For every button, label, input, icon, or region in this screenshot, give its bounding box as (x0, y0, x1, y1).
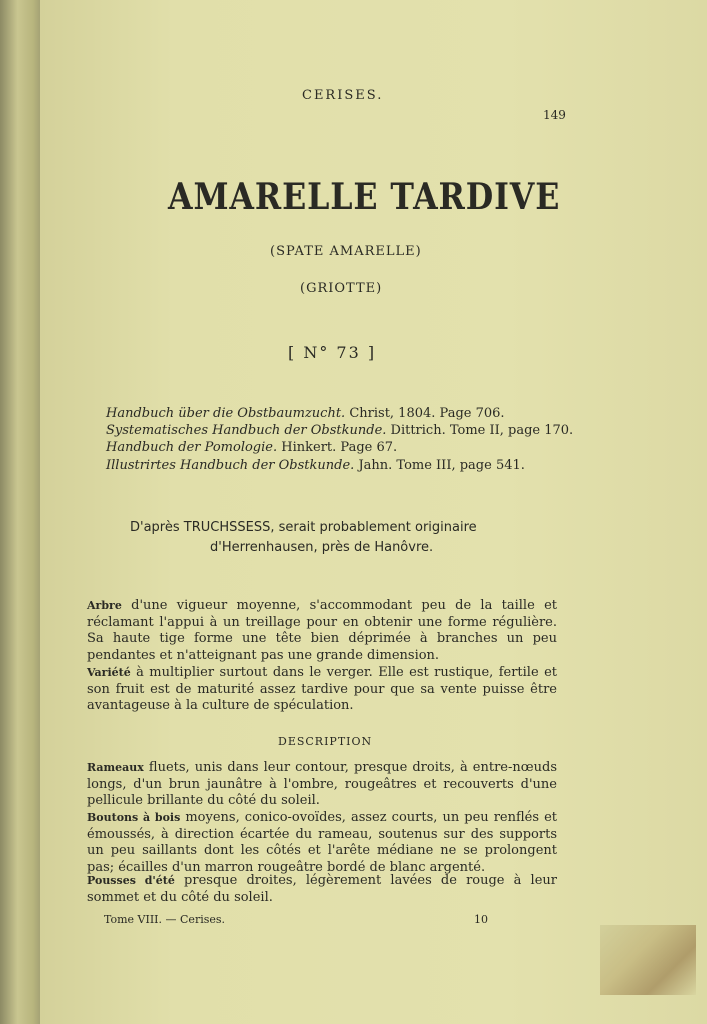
paragraph-text: à multiplier surtout dans le verger. Elle est rustique, fertile et son fruit est de maturité assez tardive pour que sa vente puisse être avantageuse à la culture de spéculation. (87, 665, 557, 713)
paragraph-variete (87, 665, 557, 715)
page-title: AMARELLE TARDIVE (168, 176, 561, 218)
running-head: CERISES. (302, 88, 384, 103)
paragraph-lead: Arbre (87, 599, 122, 612)
paragraph-arbre (87, 598, 557, 664)
reference-work: Systematisches Handbuch der Obstkunde. (106, 423, 387, 438)
reference-work: Handbuch der Pomologie. (106, 440, 278, 455)
book-gutter (0, 0, 44, 1024)
reference-details: Jahn. Tome III, page 541. (358, 458, 525, 473)
description-text: presque droites, légèrement lavées de rouge à leur sommet et du côté du soleil. (87, 873, 557, 905)
reference-details: Christ, 1804. Page 706. (349, 406, 505, 421)
paragraph-lead: Variété (87, 666, 131, 679)
description-lead: Rameaux (87, 761, 144, 774)
reference-line (106, 440, 397, 455)
corner-thumbnail (600, 925, 696, 995)
reference-line (106, 406, 505, 421)
description-pousses (87, 873, 557, 906)
origin-line-1: D'après TRUCHSSESS, serait probablement originaire (130, 520, 477, 535)
subtitle-synonym: (SPATE AMARELLE) (270, 244, 422, 259)
page-number: 149 (543, 108, 566, 122)
reference-line (106, 423, 573, 438)
reference-line (106, 458, 525, 473)
reference-work: Handbuch über die Obstbaumzucht. (106, 406, 346, 421)
description-boutons (87, 810, 557, 876)
description-lead: Pousses d'été (87, 874, 175, 887)
description-lead: Boutons à bois (87, 811, 181, 824)
description-text: fluets, unis dans leur contour, presque droits, à entre-nœuds longs, d'un brun jaunâtre à l'ombre, rougeâtres et recouverts d'une pellicule brillante du côté du soleil. (87, 760, 557, 808)
description-text: moyens, conico-ovoïdes, assez courts, un peu renflés et émoussés, à direction écartée du rameau, soutenus sur des supports un peu saillants dont les côtés et l'arête médiane ne se prolongent pas; écailles d'un marron rougeâtre bordé de blanc argenté. (87, 810, 557, 875)
reference-work: Illustrirtes Handbuch der Obstkunde. (106, 458, 355, 473)
subtitle-type: (GRIOTTE) (300, 281, 383, 296)
footer-signature: 10 (474, 913, 488, 926)
reference-details: Dittrich. Tome II, page 170. (390, 423, 574, 438)
footer-volume: Tome VIII. — Cerises. (104, 913, 226, 926)
origin-line-2: d'Herrenhausen, près de Hanôvre. (210, 540, 434, 555)
description-rameaux (87, 760, 557, 810)
reference-details: Hinkert. Page 67. (281, 440, 398, 455)
paragraph-text: d'une vigueur moyenne, s'accommodant peu de la taille et réclamant l'appui à un treillage pour en obtenir une forme régulière. Sa haute tige forme une tête bien déprimée à branches un peu pendantes et n'atteignant pas une grande dimension. (87, 598, 557, 663)
section-heading: DESCRIPTION (278, 735, 373, 748)
entry-number: [ N° 73 ] (288, 343, 377, 362)
